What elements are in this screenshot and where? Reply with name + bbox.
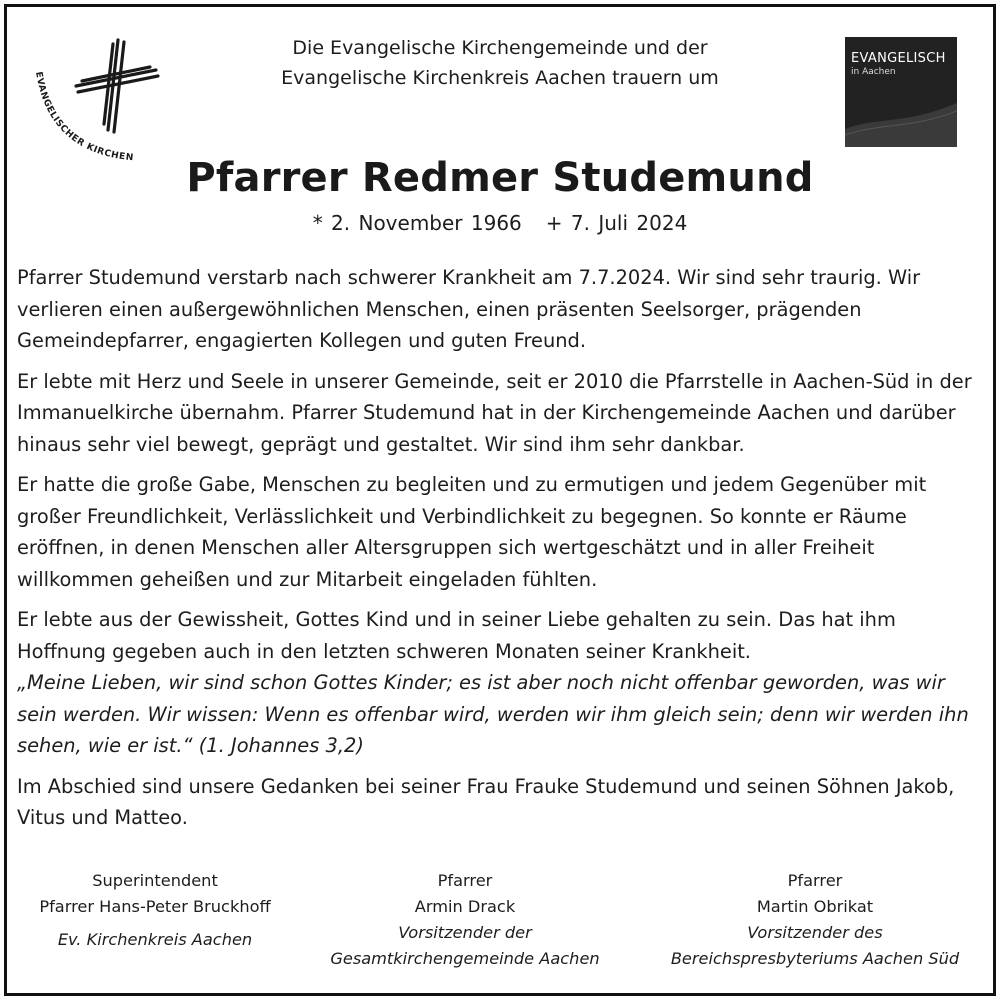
intro-text [200, 33, 800, 93]
paragraph-5: Im Abschied sind unsere Gedanken bei seiner Frau Frauke Studemund und seinen Söhnen Jakob, Vitus und Matteo. [17, 774, 955, 829]
deceased-name: Pfarrer Redmer Studemund [186, 155, 814, 201]
kirchenkreis-logo [26, 34, 166, 174]
signature-block-2 [300, 868, 630, 972]
logo-subtitle: in Aachen [851, 67, 896, 77]
signature-name: Martin Obrikat [756, 897, 874, 916]
signature-title: Pfarrer [787, 871, 843, 890]
paragraph-4-text: Er lebte aus der Gewissheit, Gottes Kind und in seiner Liebe gehalten zu sein. Das hat ihm Hoffnung gegeben auch in den letzten schweren Monaten seiner Krankheit. [17, 608, 896, 663]
signature-block-1 [20, 868, 290, 953]
logo-arc-text: EVANGELISCHER KIRCHEN [33, 70, 135, 164]
signature-name: Pfarrer Hans-Peter Bruckhoff [39, 897, 271, 916]
paragraph-4 [17, 604, 983, 762]
intro-line-1: Die Evangelische Kirchengemeinde und der [292, 37, 708, 59]
signature-name: Armin Drack [414, 897, 516, 916]
signature-role: Ev. Kirchenkreis Aachen [57, 930, 253, 949]
death-date: + 7. Juli 2024 [545, 211, 688, 235]
signature-role-2: Bereichspresbyteriums Aachen Süd [670, 949, 960, 968]
signature-block-3 [640, 868, 990, 972]
paragraph-2: Er lebte mit Herz und Seele in unserer Gemeinde, seit er 2010 die Pfarrstelle in Aachen-Süd in der Immanuelkirche übernahm. Pfarrer Studemund hat in der Kirchengemeinde Aachen und darüber hinaus sehr viel bewegt, geprägt und gestaltet. Wir sind ihm sehr dankbar. [17, 369, 972, 456]
evangelisch-in-aachen-logo [845, 37, 957, 147]
obituary-body [17, 262, 983, 843]
life-dates [200, 211, 800, 235]
intro-line-2: Evangelische Kirchenkreis Aachen trauern um [281, 67, 719, 89]
cross-icon [26, 34, 166, 174]
signature-title: Superintendent [92, 871, 218, 890]
signature-title: Pfarrer [437, 871, 493, 890]
signature-role: Vorsitzender des [747, 923, 883, 942]
paragraph-1: Pfarrer Studemund verstarb nach schwerer Krankheit am 7.7.2024. Wir sind sehr traurig. Wir verlieren einen außergewöhnlichen Menschen, einen präsenten Seelsorger, prägenden Gemeindepfarrer, engagierten Kollegen und guten Freund. [17, 266, 921, 352]
signature-role-2: Gesamtkirchengemeinde Aachen [330, 949, 600, 968]
paragraph-3: Er hatte die große Gabe, Menschen zu begleiten und zu ermutigen und jedem Gegenüber mit großer Freundlichkeit, Verlässlichkeit und Verbindlichkeit zu begegnen. So konnte er Räume eröffnen, in denen Menschen aller Altersgruppen sich wertgeschätzt und in aller Freiheit willkommen geheißen und zur Mitarbeit eingeladen fühlten. [17, 473, 927, 591]
birth-date: * 2. November 1966 [312, 211, 522, 235]
logo-title: EVANGELISCH [851, 51, 946, 66]
signature-role: Vorsitzender der [398, 923, 532, 942]
bible-quote: „Meine Lieben, wir sind schon Gottes Kinder; es ist aber noch nicht offenbar geworden, was wir sein werden. Wir wissen: Wenn es offenbar wird, werden wir ihm gleich sein; denn wir werden ihn sehen, wie er ist.“ (1. Johannes 3,2) [17, 671, 969, 757]
